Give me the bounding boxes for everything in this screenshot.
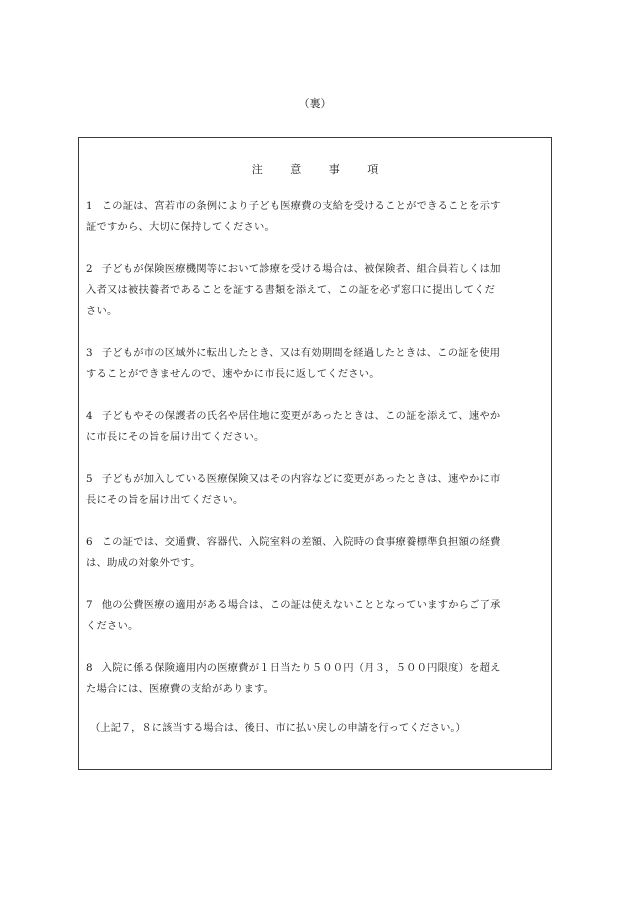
notice-item-number: 7 <box>86 599 93 611</box>
notice-item-line: 長にその旨を届け出てください。 <box>86 494 244 506</box>
notice-title: 注 意 事 項 <box>251 163 391 176</box>
notice-item-2 <box>86 259 549 322</box>
notice-item-7 <box>86 595 549 637</box>
notice-item-1 <box>86 196 549 238</box>
notice-item-4 <box>86 406 549 448</box>
notice-item-line: 7 他の公費医療の適用がある場合は、この証は使えないこととなっていますからご了承 <box>86 599 501 611</box>
notice-item-number: 1 <box>86 200 93 212</box>
notice-item-line: 入者又は被扶養者であることを証する書類を添えて、この証を必ず窓口に提出してくだ <box>86 284 496 296</box>
notice-item-line: 証ですから、大切に保持してください。 <box>86 221 275 233</box>
notice-item-line: た場合には、医療費の支給があります。 <box>86 683 275 695</box>
notice-footnote: （上記７，８に該当する場合は、後日、市に払い戻しの申請を行ってください。） <box>90 722 466 734</box>
notice-item-line: に市長にその旨を届け出てください。 <box>86 431 265 443</box>
notice-item-line: 1 この証は、宮若市の条例により子ども医療費の支給を受けることができることを示す <box>86 200 501 212</box>
notice-item-number: 3 <box>86 347 93 359</box>
notice-item-number: 4 <box>86 410 93 422</box>
notice-item-line: 5 子どもが加入している医療保険又はその内容などに変更があったときは、速やかに市 <box>86 473 501 485</box>
notice-item-number: 8 <box>86 662 93 674</box>
notice-item-line: ください。 <box>86 620 139 632</box>
notice-item-6 <box>86 532 549 574</box>
notice-box <box>78 137 552 770</box>
notice-item-line: 2 子どもが保険医療機関等において診療を受ける場合は、被保険者、組合員若しくは加 <box>86 263 501 275</box>
notice-item-line: することができませんので、速やかに市長に返してください。 <box>86 368 380 380</box>
notice-item-8 <box>86 658 549 700</box>
notice-item-number: 2 <box>86 263 93 275</box>
notice-item-3 <box>86 343 549 385</box>
notice-item-line: は、助成の対象外です。 <box>86 557 201 569</box>
notice-item-line: 4 子どもやその保護者の氏名や居住地に変更があったときは、この証を添えて、速やか <box>86 410 501 422</box>
notice-item-line: 3 子どもが市の区域外に転出したとき、又は有効期間を経過したときは、この証を使用 <box>86 347 501 359</box>
notice-item-number: 6 <box>86 536 93 548</box>
notice-item-5 <box>86 469 549 511</box>
notice-item-number: 5 <box>86 473 93 485</box>
notice-item-line: 6 この証では、交通費、容器代、入院室料の差額、入院時の食事療養標準負担額の経費 <box>86 536 501 548</box>
notice-item-line: さい。 <box>86 305 118 317</box>
back-side-label: （裏） <box>298 97 332 110</box>
notice-item-line: 8 入院に係る保険適用内の医療費が１日当たり５００円（月３，５００円限度）を超え <box>86 662 501 674</box>
